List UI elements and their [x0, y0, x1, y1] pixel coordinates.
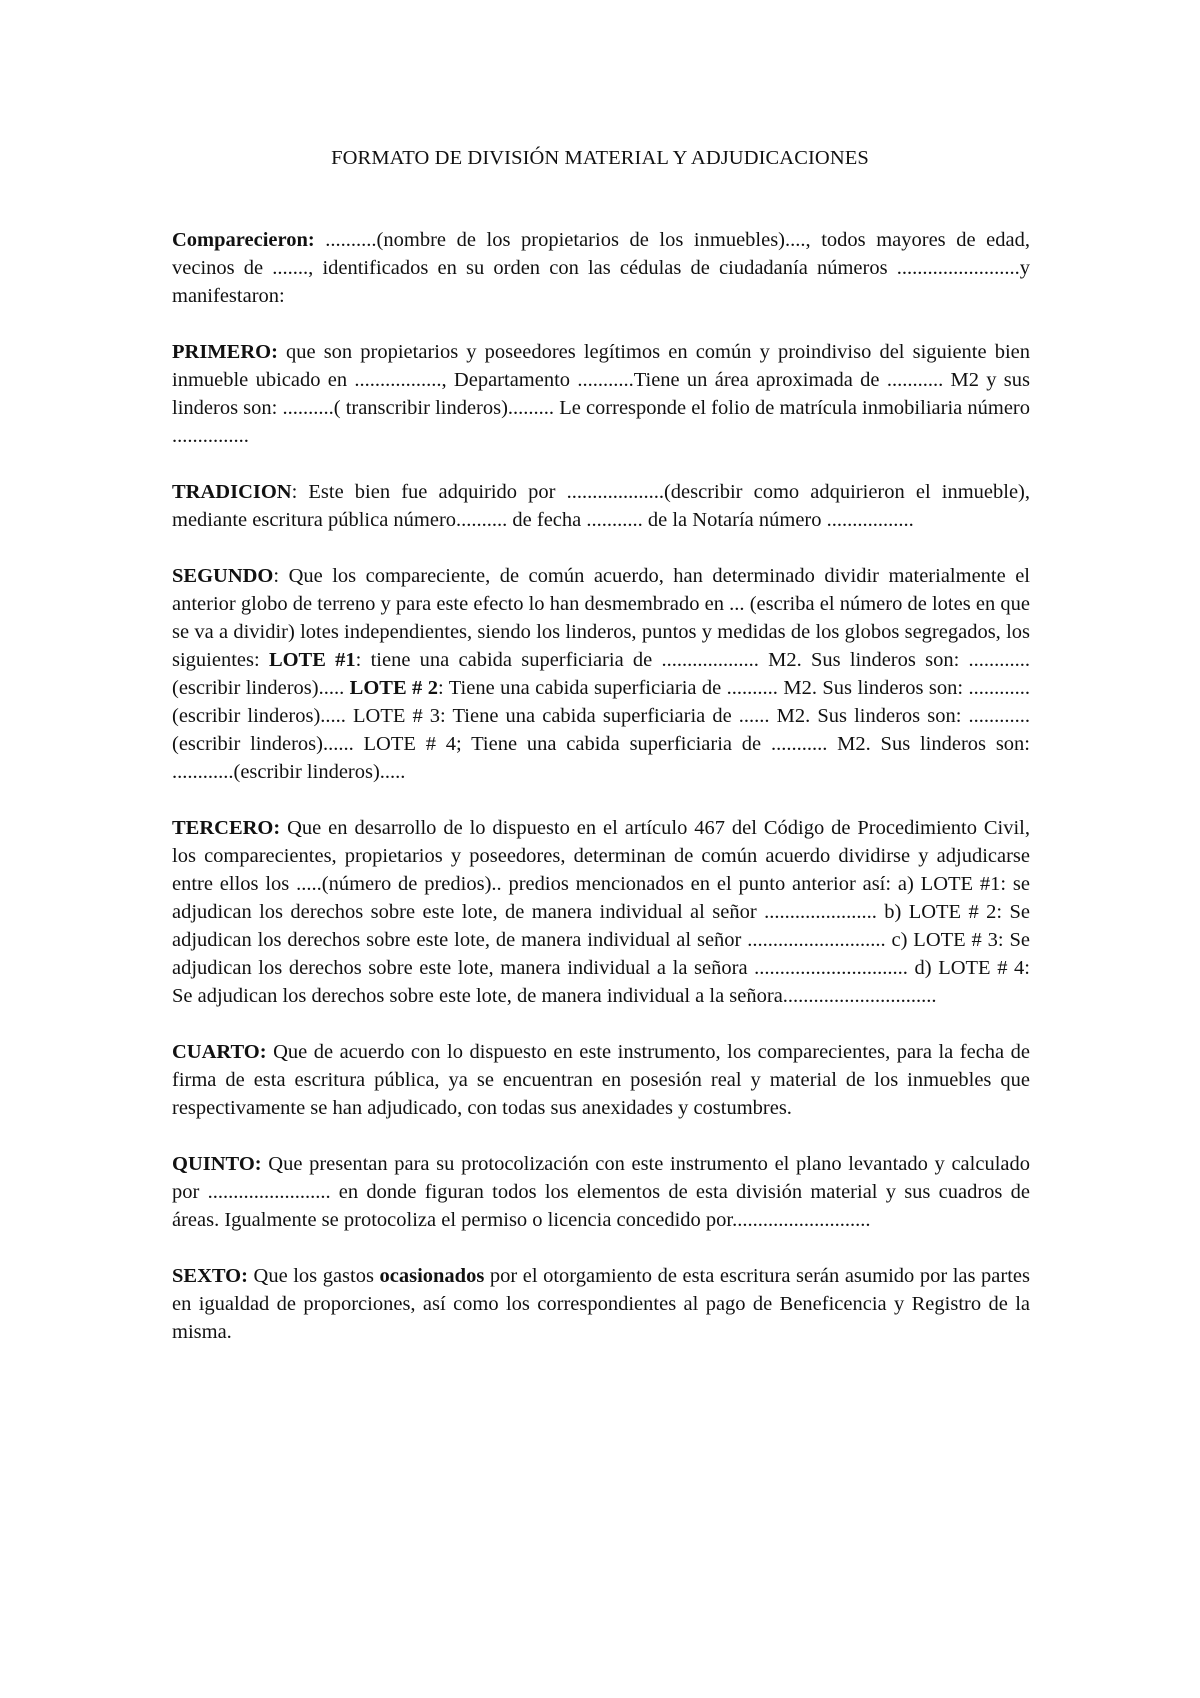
- text-quinto: Que presentan para su protocolización con este instrumento el plano levantado y calculado por ........................ en donde figuran todos los elementos de esta división material y sus cuadros de áreas. Igualmente se protocoliza el permiso o licencia concedido por...........................: [172, 1153, 1030, 1231]
- paragraph-tercero: [172, 814, 1030, 1010]
- text-segundo-1: : Que los compareciente, de común acuerdo, han determinado dividir materialmente el anterior globo de terreno y para este efecto lo han desmembrado en ... (escriba el número de lotes en que se va a dividir) lotes independientes, siendo los linderos, puntos y medidas de los globos segregados, los siguientes:: [172, 565, 1030, 671]
- text-tercero: Que en desarrollo de lo dispuesto en el artículo 467 del Código de Procedimiento Civil, los comparecientes, propietarios y poseedores, determinan de común acuerdo dividirse y adjudicarse entre ellos los .....(número de predios).. predios mencionados en el punto anterior así: a) LOTE #1: se adjudican los derechos sobre este lote, de manera individual al señor ...................... b) LOTE # 2: Se adjudican los derechos sobre este lote, de manera individual al señor ........................... c) LOTE # 3: Se adjudican los derechos sobre este lote, manera individual a la señora .............................. d) LOTE # 4: Se adjudican los derechos sobre este lote, de manera individual a la señora..............................: [172, 817, 1030, 1007]
- paragraph-tradicion: [172, 478, 1030, 534]
- document-body: [172, 226, 1030, 1374]
- label-quinto: QUINTO:: [172, 1153, 262, 1175]
- emphasis-ocasionados: ocasionados: [379, 1265, 485, 1287]
- label-segundo: SEGUNDO: [172, 565, 274, 587]
- label-comparecieron: Comparecieron:: [172, 229, 315, 251]
- lote-2-label: LOTE # 2: [349, 677, 438, 699]
- label-cuarto: CUARTO:: [172, 1041, 267, 1063]
- text-segundo-3: : Tiene una cabida superficiaria de .......... M2. Sus linderos son: ............(escribir linderos)..... LOTE # 3: Tiene una cabida superficiaria de ...... M2. Sus linderos son: ............(escribir linderos)...... LOTE # 4; Tiene una cabida superficiaria de ........... M2. Sus linderos son: ............(escribir linderos).....: [172, 677, 1031, 783]
- label-tercero: TERCERO:: [172, 817, 281, 839]
- label-primero: PRIMERO:: [172, 341, 278, 363]
- lote-1-label: LOTE #1: [268, 649, 356, 671]
- paragraph-sexto: [172, 1262, 1030, 1346]
- text-segundo-2: : tiene una cabida superficiaria de ................... M2. Sus linderos son: ............(escribir linderos).....: [172, 649, 1031, 699]
- label-sexto: SEXTO:: [172, 1265, 248, 1287]
- label-tradicion: TRADICION: [172, 481, 292, 503]
- text-cuarto: Que de acuerdo con lo dispuesto en este instrumento, los comparecientes, para la fecha de firma de esta escritura pública, ya se encuentran en posesión real y material de los inmuebles que respectivamente se han adjudicado, con todas sus anexidades y costumbres.: [172, 1041, 1030, 1119]
- paragraph-comparecieron: [172, 226, 1030, 310]
- text-sexto-1: Que los gastos: [247, 1265, 380, 1287]
- paragraph-cuarto: [172, 1038, 1030, 1122]
- text-tradicion: : Este bien fue adquirido por ...................(describir como adquirieron el inmueble), mediante escritura pública número.......... de fecha ........... de la Notaría número .................: [172, 481, 1030, 531]
- paragraph-segundo: [172, 562, 1030, 786]
- paragraph-quinto: [172, 1150, 1030, 1234]
- text-primero: que son propietarios y poseedores legítimos en común y proindiviso del siguiente bien inmueble ubicado en ................., Departamento ...........Tiene un área aproximada de ........... M2 y sus linderos son: ..........( transcribir linderos)......... Le corresponde el folio de matrícula inmobiliaria número ...............: [172, 341, 1030, 447]
- text-comparecieron: ..........(nombre de los propietarios de los inmuebles)...., todos mayores de edad, vecinos de ......., identificados en su orden con las cédulas de ciudadanía números ........................y manifestaron:: [172, 229, 1030, 307]
- text-sexto-2: por el otorgamiento de esta escritura serán asumido por las partes en igualdad de proporciones, así como los correspondientes al pago de Beneficencia y Registro de la misma.: [172, 1265, 1030, 1343]
- paragraph-primero: [172, 338, 1030, 450]
- document-title: FORMATO DE DIVISIÓN MATERIAL Y ADJUDICACIONES: [331, 147, 869, 169]
